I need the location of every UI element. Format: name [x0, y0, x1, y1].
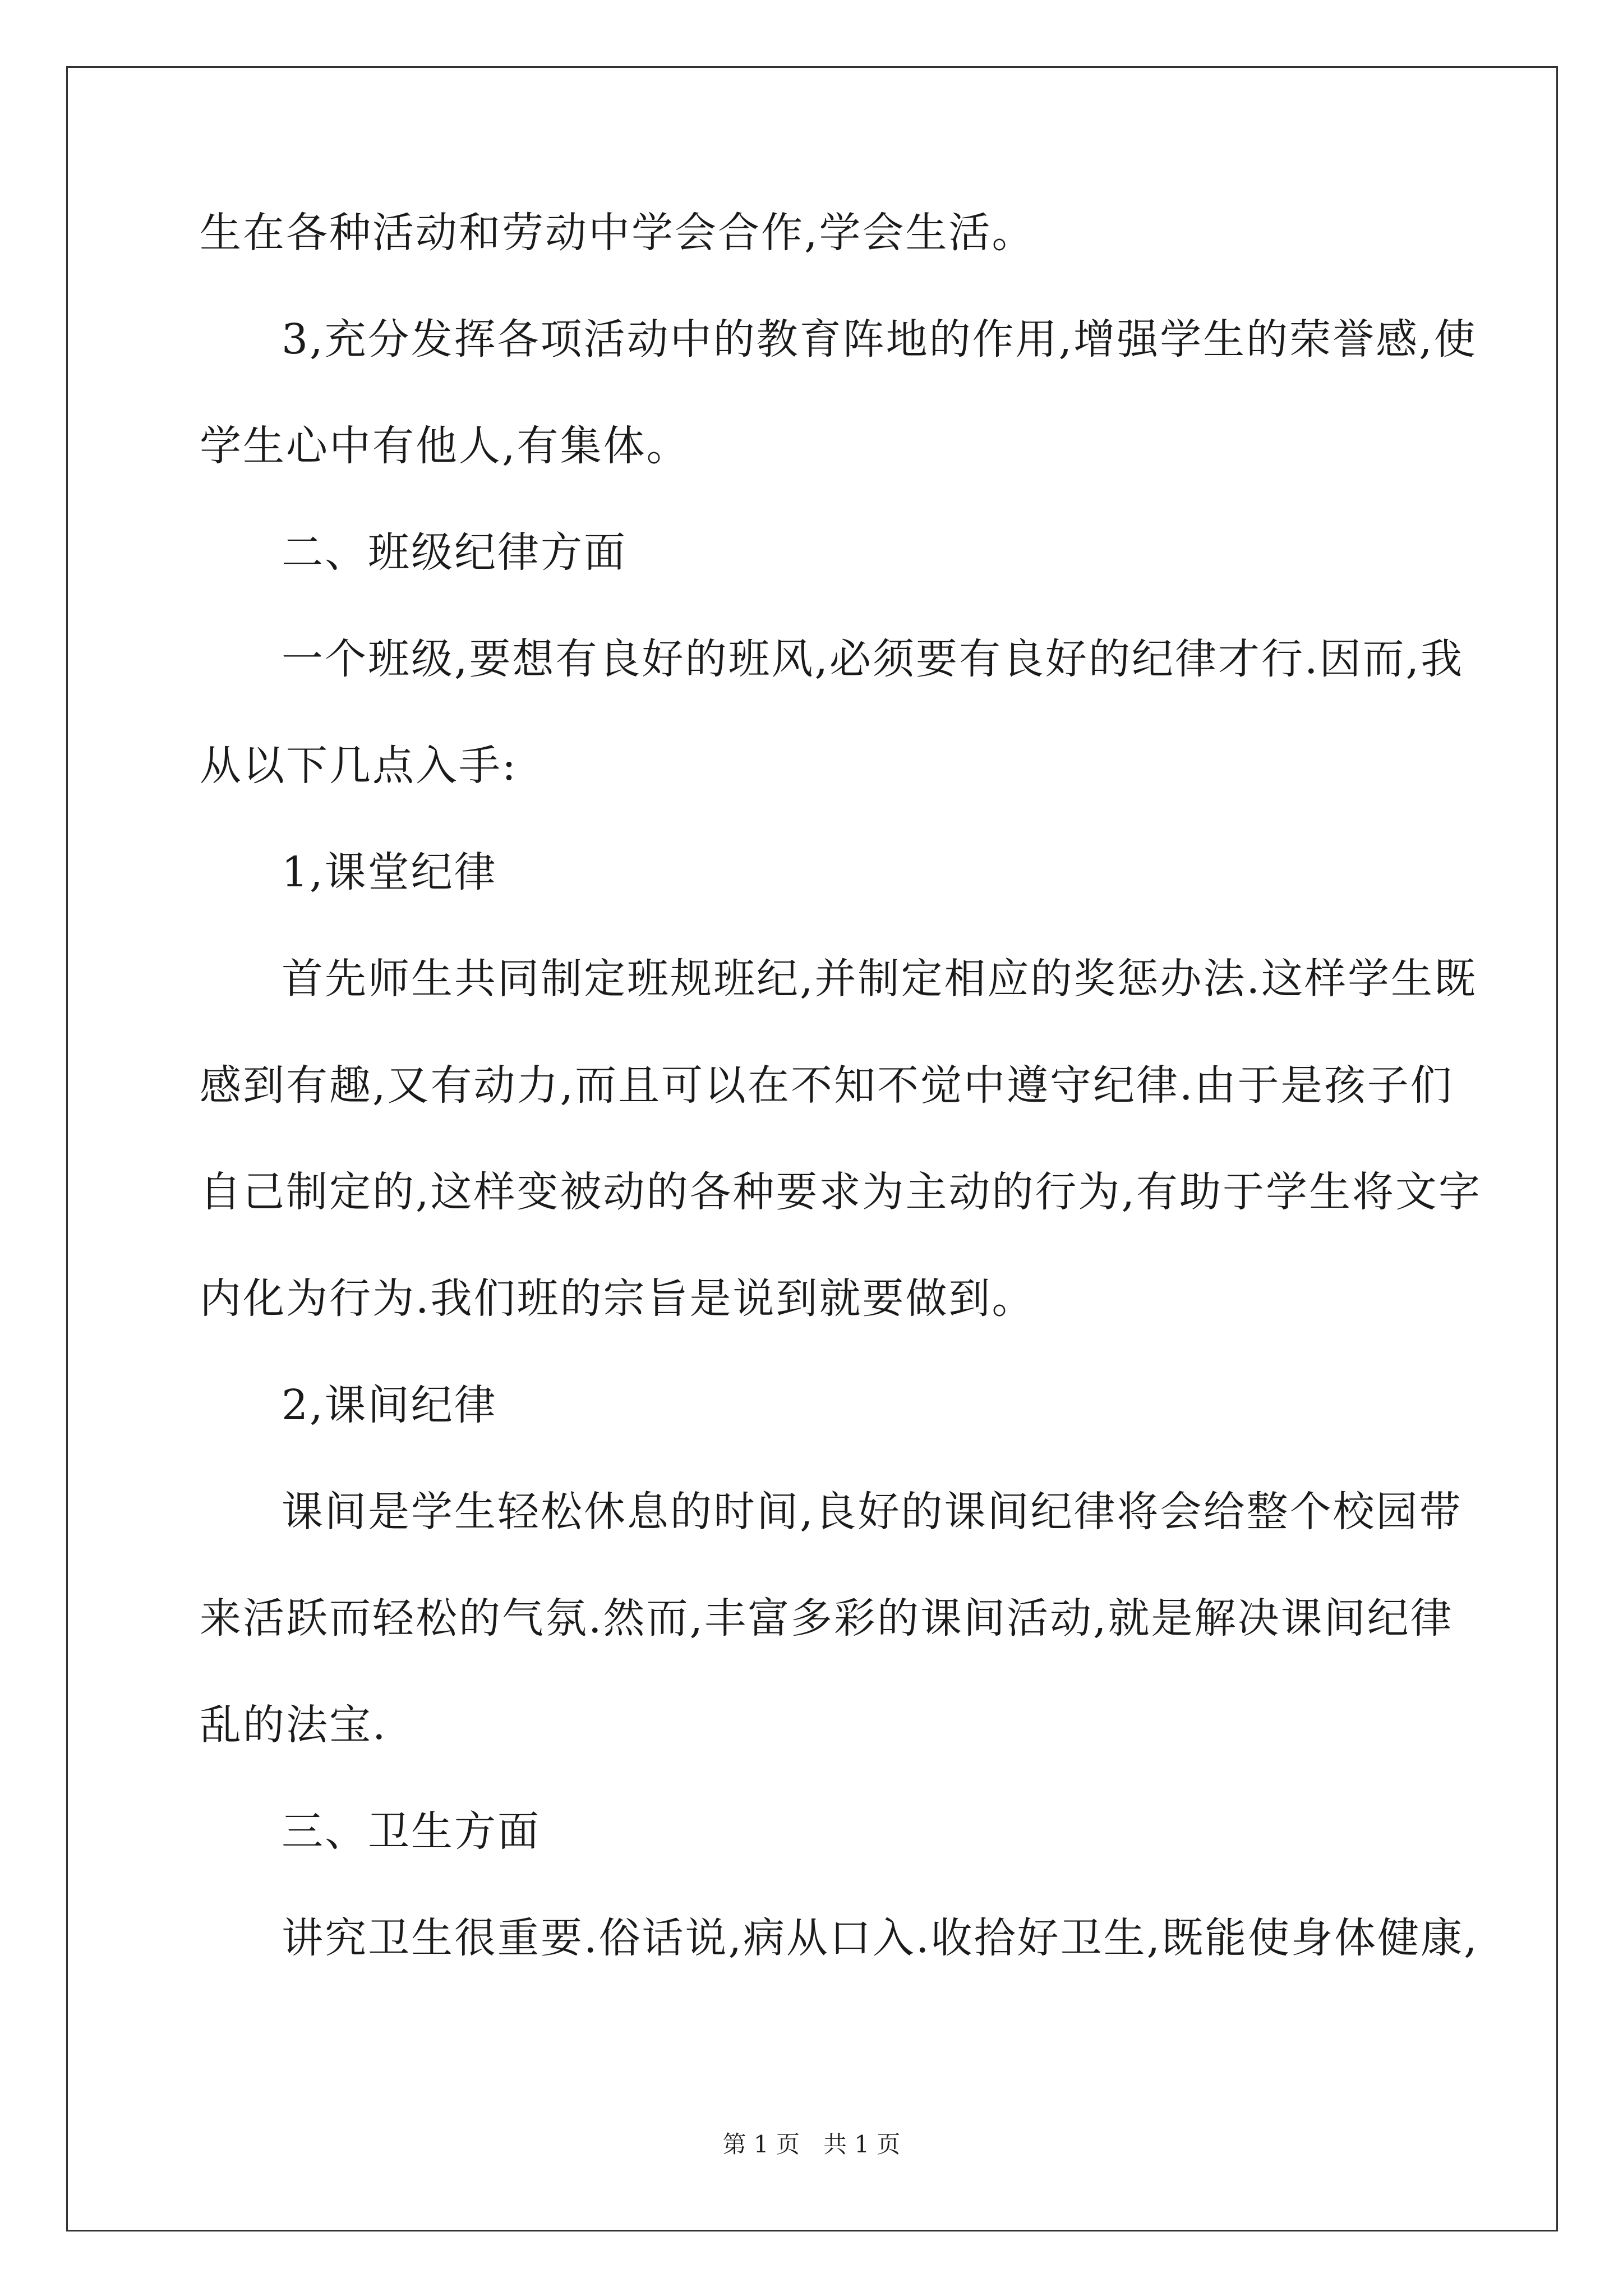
text-line: 讲究卫生很重要.俗话说,病从口入.收拾好卫生,既能使身体健康, — [282, 1914, 1479, 1962]
subsection-heading: 2,课间纪律 — [282, 1381, 497, 1429]
text-line: 生在各种活动和劳动中学会合作,学会生活。 — [200, 209, 1035, 257]
text-line: 内化为行为.我们班的宗旨是说到就要做到。 — [200, 1274, 1035, 1323]
text-line: 感到有趣,又有动力,而且可以在不知不觉中遵守纪律.由于是孩子们 — [200, 1061, 1454, 1110]
text-line: 课间是学生轻松休息的时间,良好的课间纪律将会给整个校园带 — [282, 1488, 1463, 1536]
subsection-heading: 1,课堂纪律 — [282, 848, 497, 896]
text-line: 首先师生共同制定班规班纪,并制定相应的奖惩办法.这样学生既 — [282, 955, 1478, 1003]
text-line: 自己制定的,这样变被动的各种要求为主动的行为,有助于学生将文字 — [200, 1168, 1482, 1216]
text-line: 学生心中有他人,有集体。 — [200, 422, 690, 470]
section-heading: 二、班级纪律方面 — [282, 528, 627, 577]
page-border — [66, 66, 1558, 2231]
text-line: 乱的法宝. — [200, 1701, 388, 1749]
text-line: 一个班级,要想有良好的班风,必须要有良好的纪律才行.因而,我 — [282, 635, 1464, 683]
section-heading: 三、卫生方面 — [282, 1807, 541, 1856]
text-line: 从以下几点入手: — [200, 742, 518, 790]
page-number-footer: 第 1 页 共 1 页 — [722, 2131, 901, 2158]
text-line: 来活跃而轻松的气氛.然而,丰富多彩的课间活动,就是解决课间纪律 — [200, 1594, 1454, 1642]
text-line: 3,充分发挥各项活动中的教育阵地的作用,增强学生的荣誉感,使 — [282, 315, 1477, 364]
